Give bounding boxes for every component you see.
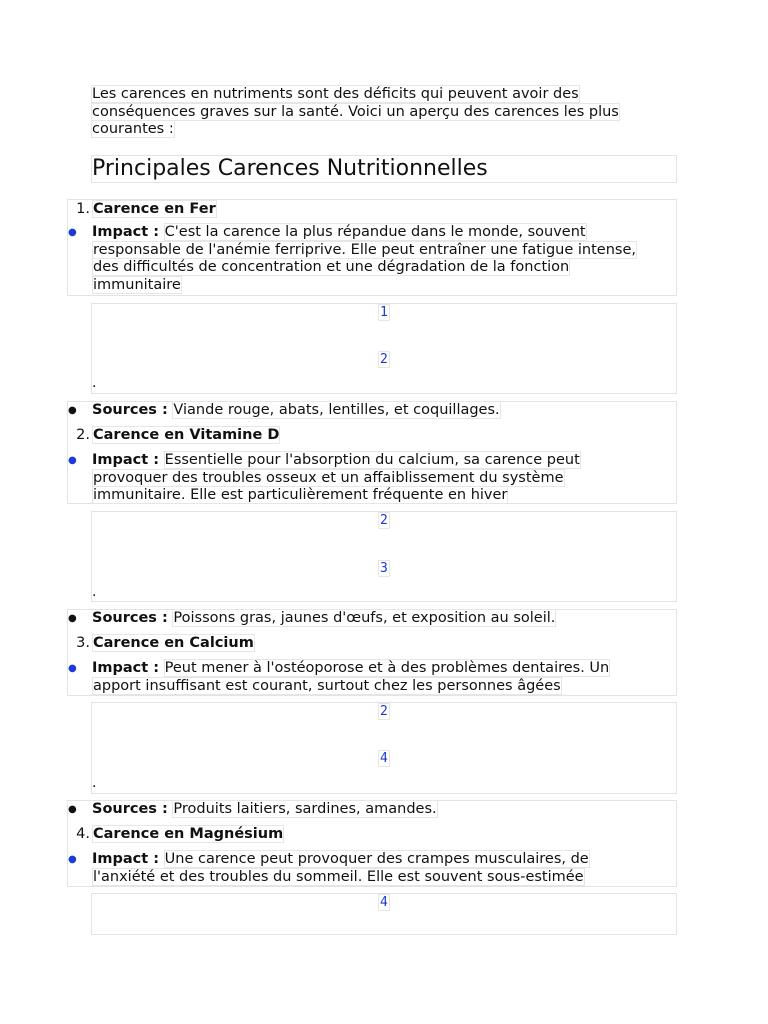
reference-box [91, 893, 677, 935]
section-title: Carence en Vitamine D [93, 427, 280, 443]
impact-text: Impact : C'est la carence la plus répandue dans le monde, souvent responsable de l'anémie ferriprive. Elle peut entraîner une fatigue intense, des difficultés de concentration et une dégradation de la fonction immunitaire [92, 224, 636, 293]
section-box-1 [67, 199, 677, 296]
section-number: 1. [76, 201, 90, 217]
period: . [92, 775, 97, 791]
section-box-3 [67, 609, 677, 696]
bullet-icon: ● [68, 227, 77, 238]
reference-box [91, 702, 677, 794]
sources-text: Sources : Poissons gras, jaunes d'œufs, et exposition au soleil. [92, 610, 556, 626]
section-number: 4. [76, 826, 90, 842]
section-number: 2. [76, 427, 90, 443]
impact-text: Impact : Une carence peut provoquer des crampes musculaires, de l'anxiété et des troubles du sommeil. Elle est souvent sous-estimée [92, 851, 589, 885]
period: . [92, 375, 97, 391]
bullet-icon: ● [68, 613, 77, 624]
reference-link[interactable]: 4 [380, 895, 388, 910]
reference-link[interactable]: 2 [380, 704, 388, 719]
page-title: Principales Carences Nutritionnelles [91, 155, 677, 183]
bullet-icon: ● [68, 663, 77, 674]
section-box-4 [67, 800, 677, 887]
sources-text: Sources : Produits laitiers, sardines, amandes. [92, 801, 437, 817]
reference-link[interactable]: 3 [380, 561, 388, 576]
sources-text: Sources : Viande rouge, abats, lentilles, et coquillages. [92, 402, 500, 418]
bullet-icon: ● [68, 804, 77, 815]
section-title: Carence en Magnésium [93, 826, 284, 842]
intro-line: courantes : [92, 121, 174, 137]
section-number: 3. [76, 635, 90, 651]
bullet-icon: ● [68, 854, 77, 865]
intro-line: conséquences graves sur la santé. Voici un aperçu des carences les plus [92, 103, 619, 120]
intro-paragraph [91, 86, 671, 139]
impact-label: Impact : [92, 224, 160, 240]
intro-line: Les carences en nutriments sont des déficits qui peuvent avoir des [92, 86, 579, 102]
reference-box [91, 303, 677, 394]
reference-box [91, 511, 677, 602]
reference-link[interactable]: 4 [380, 751, 388, 766]
bullet-icon: ● [68, 455, 77, 466]
section-box-2 [67, 401, 677, 504]
reference-link[interactable]: 2 [380, 513, 388, 528]
section-title: Carence en Fer [93, 201, 216, 217]
period: . [92, 584, 97, 600]
section-title: Carence en Calcium [93, 635, 254, 651]
bullet-icon: ● [68, 405, 77, 416]
impact-text: Impact : Essentielle pour l'absorption du calcium, sa carence peut provoquer des troubles osseux et un affaiblissement du système immunitaire. Elle est particulièrement fréquente en hiver [92, 452, 580, 503]
reference-link[interactable]: 2 [380, 352, 388, 367]
reference-link[interactable]: 1 [380, 305, 388, 320]
impact-text: Impact : Peut mener à l'ostéoporose et à des problèmes dentaires. Un apport insuffisant est courant, surtout chez les personnes âgées [92, 660, 610, 694]
